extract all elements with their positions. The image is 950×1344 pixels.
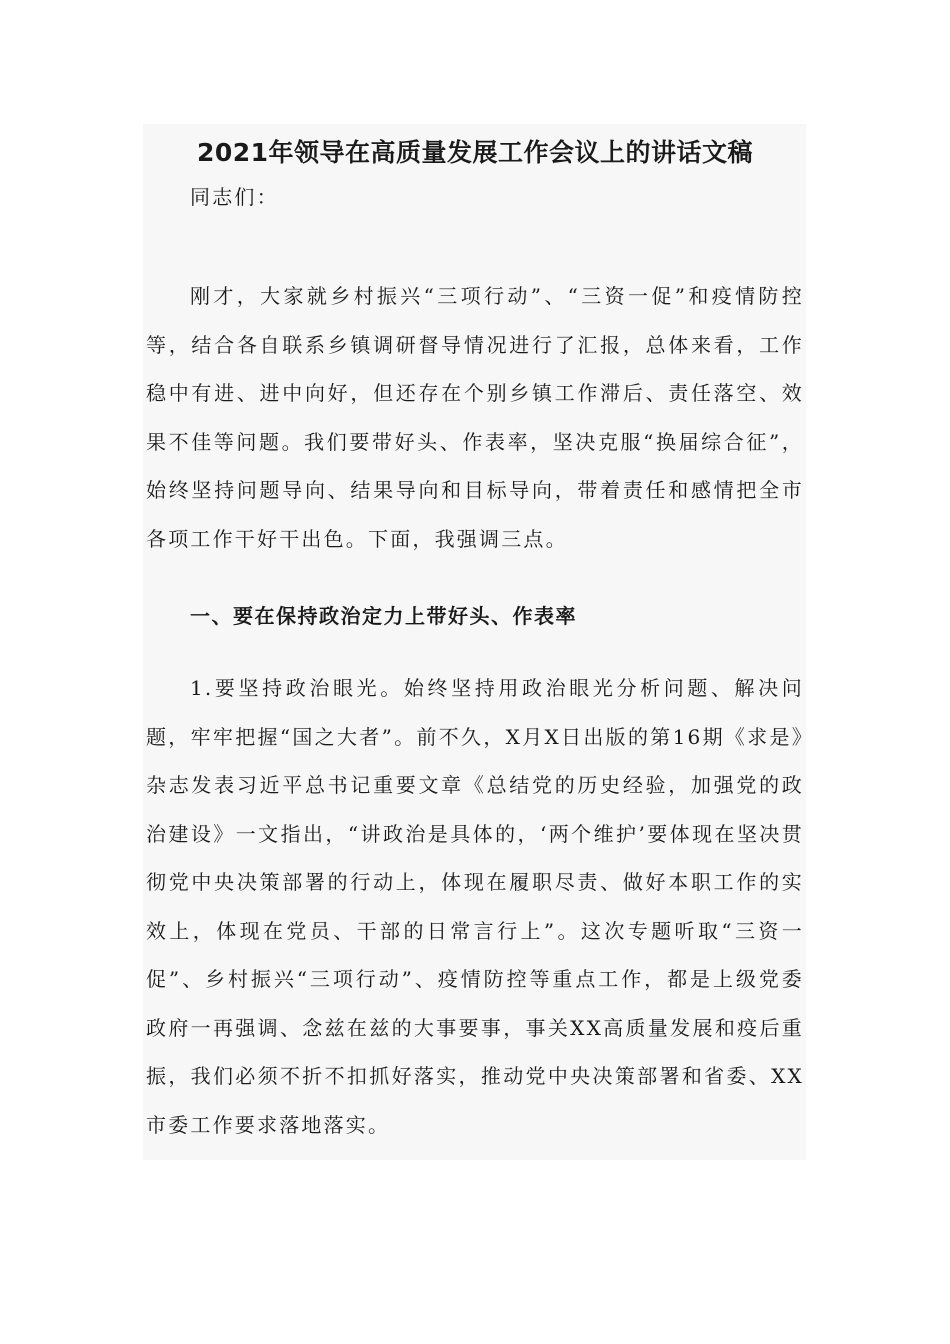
salutation: 同志们： — [190, 185, 279, 209]
section-heading-1: 一、要在保持政治定力上带好头、作表率 — [190, 604, 577, 628]
document-title: 2021年领导在高质量发展工作会议上的讲话文稿 — [196, 138, 754, 167]
paragraph-intro: 刚才，大家就乡村振兴“三项行动”、“三资一促”和疫情防控等，结合各自联系乡镇调研督导情况进行了汇报，总体来看，工作稳中有进、进中向好，但还存在个别乡镇工作滞后、责任落空、效果不佳等问题。我们要带好头、作表率，坚决克服“换届综合征”，始终坚持问题导向、结果导向和目标导向，带着责任和感情把全市各项工作干好干出色。下面，我强调三点。 — [146, 284, 804, 551]
paragraph-political-vision: 1.要坚持政治眼光。始终坚持用政治眼光分析问题、解决问题，牢牢把握“国之大者”。前不久，X月X日出版的第16期《求是》杂志发表习近平总书记重要文章《总结党的历史经验，加强党的政治建设》一文指出，“讲政治是具体的，‘两个维护’要体现在坚决贯彻党中央决策部署的行动上，体现在履职尽责、做好本职工作的实效上，体现在党员、干部的日常言行上”。这次专题听取“三资一促”、乡村振兴“三项行动”、疫情防控等重点工作，都是上级党委政府一再强调、念兹在兹的大事要事，事关XX高质量发展和疫后重振，我们必须不折不扣抓好落实，推动党中央决策部署和省委、XX市委工作要求落地落实。 — [146, 676, 804, 1137]
